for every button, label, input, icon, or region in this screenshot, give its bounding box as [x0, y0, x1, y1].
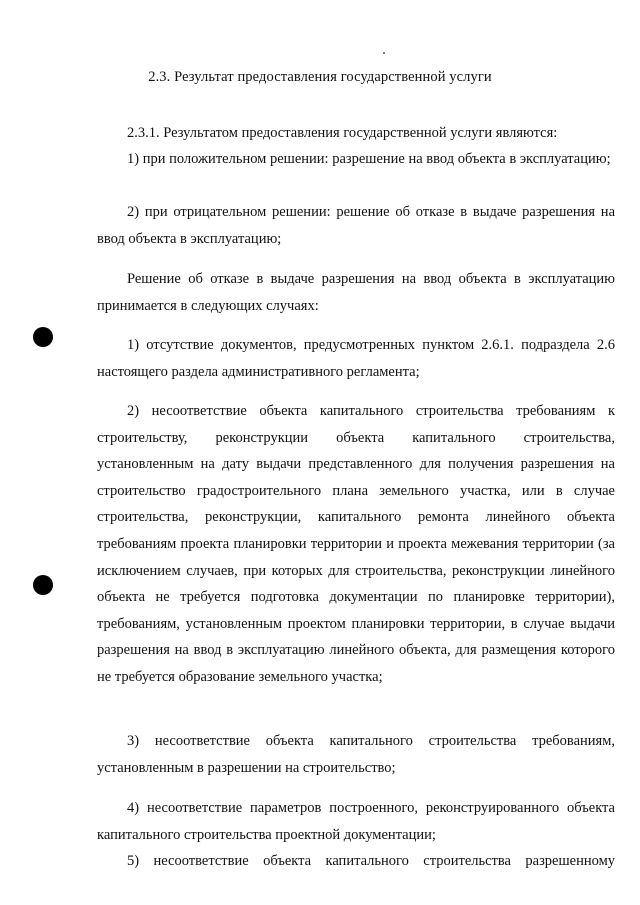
paragraph-case-2: 2) несоответствие объекта капитального строительства требованиям к строительству, реконструкции объекта капитального строительства, установленным на дату выдачи представленного для получения разрешения на строительство градостроительного плана земельного участка, или в случае строительства, реконструкции, капитального ремонта линейного объекта требованиям проекта планировки территории и проекта межевания территории (за исключением случаев, при которых для строительства, реконструкции линейного объекта не требуется подготовка документации по планировке территории), требованиям, установленным проектом планировки территории, в случае выдачи разрешения на ввод в эксплуатацию линейного объекта, для размещения которого не требуется образование земельного участка;: [97, 403, 615, 685]
paragraph-result-intro: 2.3.1. Результатом предоставления государственной услуги являются:: [127, 125, 558, 141]
section-heading: 2.3. Результат предоставления государственной услуги: [148, 69, 492, 85]
punch-hole-lower: [33, 575, 53, 595]
paragraph-positive-decision: 1) при положительном решении: разрешение на ввод объекта в эксплуатацию;: [127, 151, 611, 167]
scan-speck: [383, 52, 385, 54]
paragraph-case-1: 1) отсутствие документов, предусмотренных пунктом 2.6.1. подраздела 2.6 настоящего раздела административного регламента;: [97, 337, 615, 380]
paragraph-negative-decision: 2) при отрицательном решении: решение об отказе в выдаче разрешения на ввод объекта в эксплуатацию;: [97, 204, 615, 247]
paragraph-refusal-cases: Решение об отказе в выдаче разрешения на ввод объекта в эксплуатацию принимается в следующих случаях:: [97, 271, 615, 314]
paragraph-case-5: 5) несоответствие объекта капитального строительства разрешенному: [127, 853, 615, 869]
paragraph-case-3: 3) несоответствие объекта капитального строительства требованиям, установленным в разрешении на строительство;: [97, 733, 615, 776]
paragraph-case-4: 4) несоответствие параметров построенного, реконструированного объекта капитального строительства проектной документации;: [97, 800, 615, 843]
punch-hole-upper: [33, 327, 53, 347]
